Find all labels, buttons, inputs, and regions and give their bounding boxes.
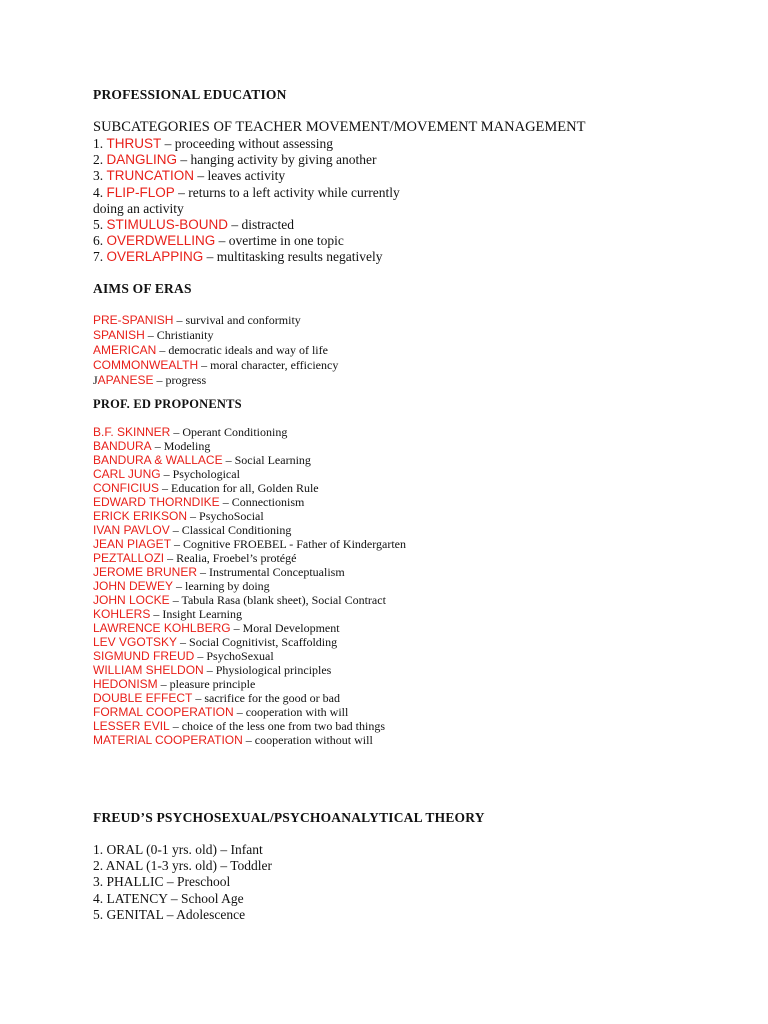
- list-item: PEZTALLOZI – Realia, Froebel’s protégé: [93, 551, 297, 565]
- list-item: 3. PHALLIC – Preschool: [93, 874, 231, 890]
- list-item: COMMONWEALTH – moral character, efficiency: [93, 358, 339, 373]
- list-item: 6. OVERDWELLING – overtime in one topic: [93, 233, 344, 249]
- list-item: JOHN LOCKE – Tabula Rasa (blank sheet), Social Contract: [93, 593, 386, 607]
- list-item: 4. FLIP-FLOP – returns to a left activity while currently: [93, 184, 400, 200]
- list-item: LAWRENCE KOHLBERG – Moral Development: [93, 621, 340, 635]
- list-item: KOHLERS – Insight Learning: [93, 607, 243, 621]
- list-item: SPANISH – Christianity: [93, 328, 214, 343]
- list-item: WILLIAM SHELDON – Physiological principles: [93, 663, 332, 677]
- list-item: doing an activity: [93, 200, 184, 216]
- list-item: CONFICIUS – Education for all, Golden Rule: [93, 481, 319, 495]
- proponents-heading: PROF. ED PROPONENTS: [93, 397, 242, 411]
- list-item: B.F. SKINNER – Operant Conditioning: [93, 425, 288, 439]
- list-item: 5. GENITAL – Adolescence: [93, 906, 246, 922]
- list-item: 2. ANAL (1-3 yrs. old) – Toddler: [93, 858, 273, 874]
- list-item: ERICK ERIKSON – PsychoSocial: [93, 509, 264, 523]
- list-item: JAPANESE – progress: [93, 373, 207, 388]
- list-item: IVAN PAVLOV – Classical Conditioning: [93, 523, 292, 537]
- page-title: PROFESSIONAL EDUCATION: [93, 87, 287, 102]
- eras-heading: AIMS OF ERAS: [93, 281, 192, 296]
- freud-heading: FREUD’S PSYCHOSEXUAL/PSYCHOANALYTICAL THEORY: [93, 810, 485, 825]
- list-item: JOHN DEWEY – learning by doing: [93, 579, 270, 593]
- list-item: SIGMUND FREUD – PsychoSexual: [93, 649, 274, 663]
- list-item: 1. THRUST – proceeding without assessing: [93, 136, 333, 151]
- teacher-movement-list: [93, 136, 400, 266]
- list-item: 7. OVERLAPPING – multitasking results negatively: [93, 249, 383, 265]
- list-item: JEROME BRUNER – Instrumental Conceptualism: [93, 565, 345, 579]
- list-item: 4. LATENCY – School Age: [93, 890, 244, 906]
- list-item: CARL JUNG – Psychological: [93, 467, 240, 481]
- list-item: 2. DANGLING – hanging activity by giving another: [93, 152, 377, 168]
- teacher-movement-heading: SUBCATEGORIES OF TEACHER MOVEMENT/MOVEMENT MANAGEMENT: [93, 119, 586, 135]
- list-item: FORMAL COOPERATION – cooperation with will: [93, 705, 349, 719]
- list-item: 5. STIMULUS-BOUND – distracted: [93, 216, 294, 232]
- proponents-list: [93, 425, 406, 747]
- list-item: EDWARD THORNDIKE – Connectionism: [93, 495, 305, 509]
- list-item: DOUBLE EFFECT – sacrifice for the good or bad: [93, 691, 340, 705]
- list-item: PRE-SPANISH – survival and conformity: [93, 313, 301, 327]
- freud-stages-list: [93, 842, 272, 923]
- list-item: HEDONISM – pleasure principle: [93, 677, 256, 691]
- list-item: 1. ORAL (0-1 yrs. old) – Infant: [93, 842, 263, 857]
- list-item: BANDURA – Modeling: [93, 439, 211, 453]
- list-item: LESSER EVIL – choice of the less one from two bad things: [93, 719, 386, 733]
- list-item: MATERIAL COOPERATION – cooperation without will: [93, 733, 373, 747]
- list-item: BANDURA & WALLACE – Social Learning: [93, 453, 311, 467]
- list-item: 3. TRUNCATION – leaves activity: [93, 168, 286, 184]
- eras-list: [93, 313, 338, 388]
- list-item: AMERICAN – democratic ideals and way of life: [93, 343, 328, 358]
- list-item: JEAN PIAGET – Cognitive FROEBEL - Father of Kindergarten: [93, 537, 406, 551]
- list-item: LEV VGOTSKY – Social Cognitivist, Scaffolding: [93, 635, 338, 649]
